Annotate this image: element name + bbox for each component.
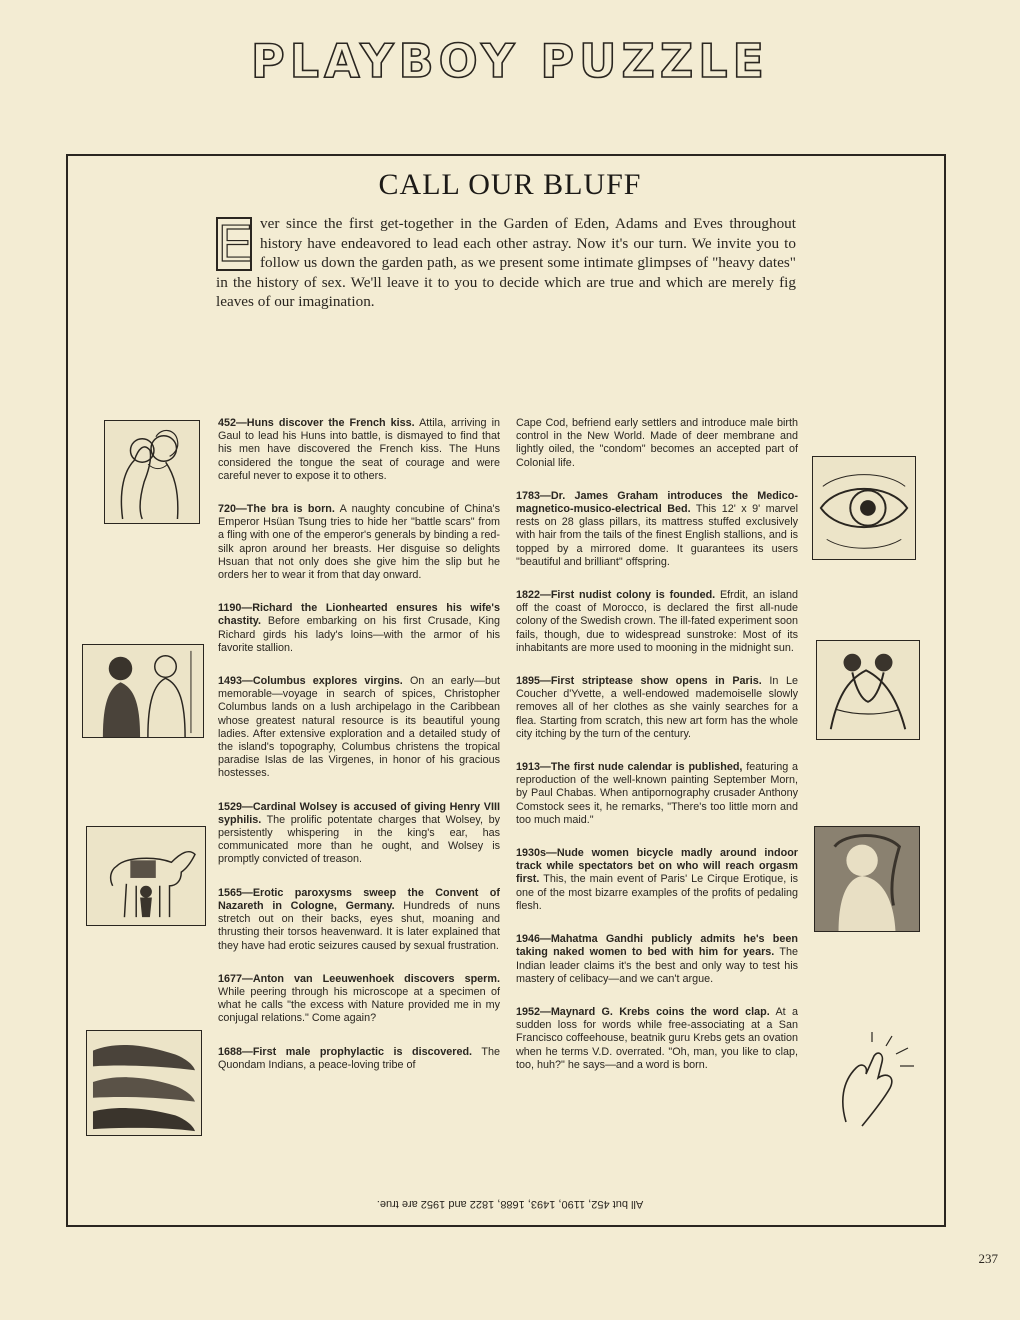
entry-452 [218,417,500,483]
entry-body: This 12' x 9' marvel rests on 28 glass pillars, its mattress stuffed exclusively with hair from the tails of the finest English stallions, and is topped by a mirrored dome. It guarantees its users "beautiful and brilliant" offspring. [516,503,799,568]
entry-1529 [218,801,500,867]
entry-body: This, the main event of Paris' Le Cirque Erotique, is one of the most bizarre examples of the profits of pedaling flesh. [516,873,798,912]
clapping-hands-drawing [816,1032,918,1136]
clapping-hands-illustration [816,1032,918,1136]
entry-body: Hundreds of nuns stretch out on their backs, eyes shut, moaning and thrusting their torsos heavenward. It is later explained that they have had erotic seizures caused by sexual frustration. [218,899,500,952]
article-title: CALL OUR BLUFF [378,168,642,201]
entry-body: Before embarking on his first Crusade, King Richard girds his lady's loins—with the armor of his favorite stallion. [218,615,500,654]
entry-720 [218,503,500,582]
masthead: PLAYBOY PUZZLE [251,34,769,88]
entry-headline: 1952—Maynard G. Krebs coins the word clap. [516,1005,770,1018]
swooning-nuns-illustration [86,1030,202,1136]
medieval-couple-drawing [83,645,203,737]
page-number: 237 [978,1251,998,1266]
drop-cap-letter: E [218,215,253,273]
entry-body: On an early—but memorable—voyage in search of spices, Christopher Columbus lands on a lush archipelago in the Caribbean whose greatest natural resource is its beautiful young ladies. After extensive exploration and a detailed study of the island's topography, Columbus christens the tropical paradise Islas de las Virgenes, in honor of his gracious hostesses. [218,675,500,780]
entry-headline: 1688—First male prophylactic is discovered. [218,1045,473,1058]
entry-1783 [516,490,798,569]
entry-1822 [516,589,798,655]
entry-body: The Quondam Indians, a peace-loving tribe of [218,1045,500,1071]
entry-1952 [516,1006,798,1072]
entry-body: Cape Cod, befriend early settlers and introduce male birth control in the New World. Made of deer membrane and lightly oiled, the "condom" becomes an accepted part of Colonial life. [516,417,798,469]
horse-and-man-illustration [86,826,206,926]
entry-1946 [516,933,798,986]
entry-1190 [218,602,500,655]
medieval-couple-illustration [82,644,204,738]
entry-headline: 1946—Mahatma Gandhi publicly admits he's been taking naked women to bed with him for years. [516,933,798,959]
entry-body: At a sudden loss for words while free-associating at a San Francisco coffeehouse, beatnik guru Krebs gets an ovation when he terms V.D. overrated. "Oh, man, you like to clap, too, huh?" he says—and a word is born. [516,1005,798,1071]
entry-headline: 1822—First nudist colony is founded. [516,589,716,602]
eye-illustration [812,456,916,560]
right-column [516,417,798,1092]
entry-body: Efrdit, an island off the coast of Morocco, is declared the first all-nude colony of the Swedish crown. The ill-fated experiment soon fails, though, due to widespread sunstroke: Most of its inhabitants are more used to mooning in the midnight sun. [516,589,798,654]
entry-body: featuring a reproduction of the well-known painting September Morn, by Paul Chabas. When antipornography crusader Anthony Comstock sees it, he remarks, "There's too little morn and too much maid." [516,761,798,826]
entry-headline: 1930s—Nude women bicycle madly around indoor track while spectators bet on who will reach orgasm first. [516,847,798,886]
entry-1677 [218,973,500,1026]
drop-cap [216,217,252,271]
intro-paragraph [216,214,796,312]
eye-drawing [813,457,915,559]
entry-body: While peering through his microscope at a specimen of what he calls "the excess with Nature provided me in my conjugal relations." Come again? [218,985,500,1025]
entry-headline: 1493—Columbus explores virgins. [218,675,403,688]
entry-headline: 1529—Cardinal Wolsey is accused of giving Henry VIII syphilis. [218,800,500,826]
entry-1895 [516,675,798,741]
entry-1493 [218,675,500,781]
entry-headline: 1895—First striptease show opens in Paris. [516,675,762,688]
entry-1688-continued [516,417,798,470]
entry-1913 [516,761,798,827]
kissing-couple-illustration [104,420,200,524]
entry-1930s [516,847,798,913]
entry-headline: 1677—Anton van Leeuwenhoek discovers sperm. [218,972,500,985]
entry-headline: 1913—The first nude calendar is published, [516,761,743,774]
entry-headline: 1783—Dr. James Graham introduces the Medico-magnetico-musico-electrical Bed. [516,489,798,516]
entry-body: Attila, arriving in Gaul to lead his Huns into battle, is dismayed to find that his men have discovered the French kiss. The Huns considered the tongue the seat of courage and were careful never to expose it to others. [218,417,500,482]
nude-dancers-illustration [816,640,920,740]
kissing-couple-drawing [105,421,199,523]
answer-key-upside-down: All but 452, 1190, 1493, 1688, 1822 and 1952 are true. [376,1198,644,1210]
entry-headline: 1565—Erotic paroxysms sweep the Convent of Nazareth in Cologne, Germany. [218,886,500,912]
entry-1688 [218,1046,500,1072]
nude-dancers-drawing [817,641,919,739]
swooning-nuns-drawing [87,1031,201,1135]
entry-1565 [218,887,500,953]
left-column [218,417,500,1092]
entry-body: The Indian leader claims it's the best and only way to test his mastery of celibacy—and we can't argue. [516,946,798,985]
horse-and-man-drawing [87,827,205,925]
entry-body: The prolific potentate charges that Wolsey, by persistently whispering in the king's ear, has communicated more than he ought, and Wolsey is promptly convicted of treason. [218,813,500,866]
entry-body: In Le Coucher d'Yvette, a well-endowed mademoiselle slowly removes all of her clothes as she vainly searches for a flea. Starting from scratch, this new art form has the whole city itching by the turn of the century. [516,675,798,740]
entry-headline: 1190—Richard the Lionhearted ensures his wife's chastity. [218,602,500,628]
intro-text: ver since the first get-together in the Garden of Eden, Adams and Eves throughout history have endeavored to lead each other astray. Now it's our turn. We invite you to follow us down the garden path, as we present some intimate glimpses of "heavy dates" in the history of sex. We'll leave it to you to decide which are true and which are merely fig leaves of our imagination. [216,215,796,310]
september-morn-drawing [815,827,919,931]
entry-headline: 452—Huns discover the French kiss. [218,417,415,429]
september-morn-illustration [814,826,920,932]
entry-headline: 720—The bra is born. [218,503,335,516]
entry-body: A naughty concubine of China's Emperor Hsüan Tsung tries to hide her "battle scars" from a fling with one of the emperor's generals by binding a red-silk apron around her breasts. Her disguise so delights Hsuan that not only does she give him the slip but he orders her to wear it from that day onward. [218,503,500,582]
